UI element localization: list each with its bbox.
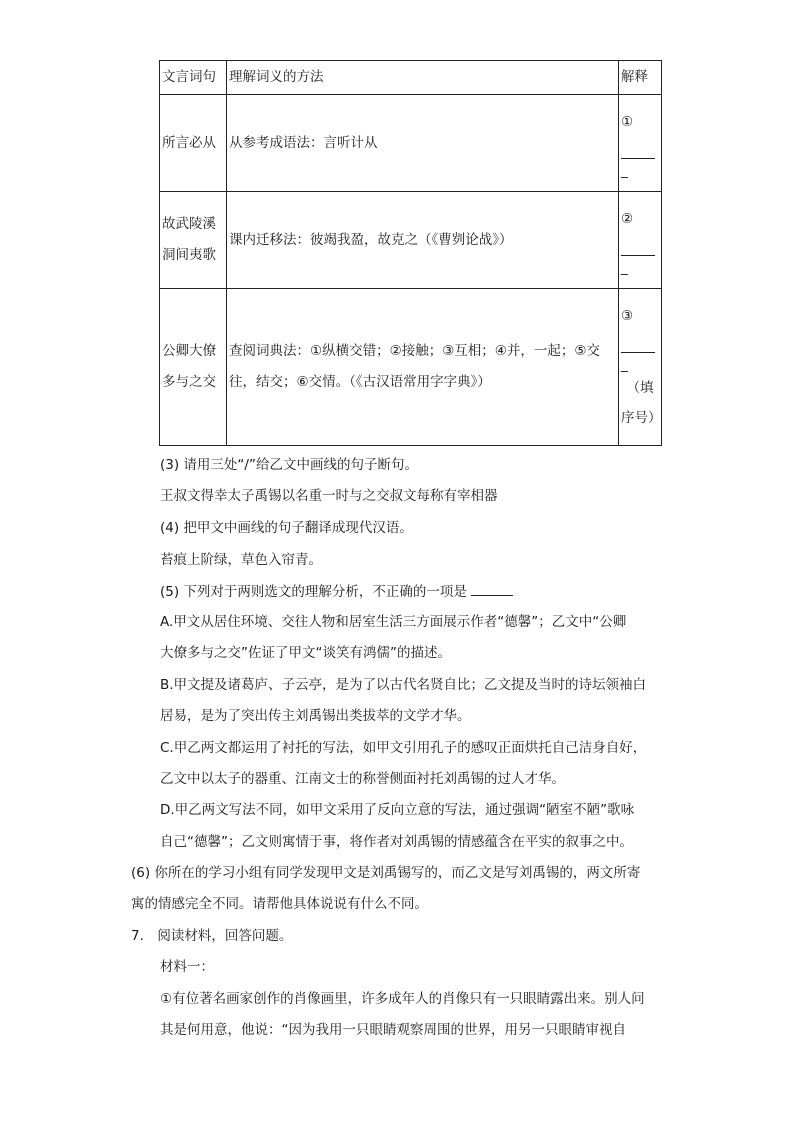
question-6: 寓的情感完全不同。请帮他具体说说有什么不同。	[131, 896, 428, 912]
answer-blank[interactable]	[621, 332, 655, 353]
answer-cell	[619, 192, 662, 289]
sentence-to-translate: 苔痕上阶绿，草色入帘青。	[160, 552, 322, 568]
option-b-line: B.甲文提及诸葛庐、子云亭，是为了以古代名贤自比；乙文提及当时的诗坛领袖白	[160, 677, 647, 693]
underscore-mark: _	[621, 163, 628, 179]
answer-cell	[619, 95, 662, 192]
table-row	[160, 192, 662, 289]
question-5: (5) 下列对于两则选文的理解分析，不正确的一项是	[160, 581, 513, 602]
header-method: 理解词义的方法	[227, 61, 619, 95]
option-c-line: C.甲乙两文都运用了衬托的写法，如甲文引用孔子的感叹正面烘托自己洁身自好，	[160, 740, 647, 756]
question-3: (3) 请用三处“/”给乙文中画线的句子断句。	[160, 457, 418, 473]
phrase-line: 故武陵溪	[162, 216, 216, 232]
answer-blank[interactable]	[621, 138, 655, 159]
phrase-line: 多与之交	[162, 374, 216, 390]
answer-number: ③	[621, 308, 634, 324]
answer-blank[interactable]	[471, 581, 513, 596]
material-1-text: ①有位著名画家创作的肖像画里，许多成年人的肖像只有一只眼睛露出来。别人问	[160, 991, 645, 1007]
answer-blank[interactable]	[621, 235, 655, 256]
underscore-mark: _	[621, 357, 628, 373]
method-cell	[227, 95, 619, 192]
option-b-line: 居易，是为了突出传主刘禹锡出类拔萃的文学才华。	[160, 708, 471, 724]
table-row	[160, 95, 662, 192]
method-line: 往，结交；⑥交情。（《古汉语常用字字典》）	[229, 374, 491, 390]
vocabulary-table	[159, 60, 662, 446]
table-header-row	[160, 61, 662, 95]
question-6: (6) 你所在的学习小组有同学发现甲文是刘禹锡写的，而乙文是写刘禹锡的，两文所寄	[131, 865, 641, 881]
option-d-line: 自己“德馨”；乙文则寓情于事，将作者对刘禹锡的情感蕴含在平实的叙事之中。	[160, 834, 633, 850]
question-7: 7. 阅读材料，回答问题。	[131, 928, 293, 944]
material-1-title: 材料一：	[160, 959, 214, 975]
header-explanation: 解释	[619, 61, 662, 95]
option-d-line: D.甲乙两文写法不同，如甲文采用了反向立意的写法，通过强调“陋室不陋”歌咏	[160, 802, 635, 818]
answer-cell	[619, 289, 662, 446]
method-cell	[227, 192, 619, 289]
method-line: 课内迁移法：彼竭我盈，故克之（《曹刿论战》）	[229, 231, 513, 248]
fill-hint: 序号）	[621, 410, 662, 426]
method-cell	[227, 289, 619, 446]
phrase-line: 所言必从	[162, 134, 216, 151]
sentence-to-punctuate: 王叔文得幸太子禹锡以名重一时与之交叔文每称有宰相器	[160, 488, 498, 504]
phrase-line: 洞间夷歌	[162, 247, 216, 263]
underscore-mark: _	[621, 260, 628, 276]
answer-number: ①	[621, 114, 634, 130]
question-4: (4) 把甲文中画线的句子翻译成现代汉语。	[160, 520, 413, 536]
phrase-line: 公卿大僚	[162, 343, 216, 359]
option-c-line: 乙文中以太子的器重、江南文士的称誉侧面衬托刘禹锡的过人才华。	[160, 771, 565, 787]
table-row	[160, 289, 662, 446]
phrase-cell	[160, 289, 227, 446]
fill-hint: （填	[626, 380, 654, 396]
option-a-line: A.甲文从居住环境、交往人物和居室生活三方面展示作者“德馨”；乙文中“公卿	[160, 614, 627, 630]
phrase-cell	[160, 192, 227, 289]
answer-number: ②	[621, 211, 634, 227]
option-a-line: 大僚多与之交”佐证了甲文“谈笑有鸿儒”的描述。	[160, 645, 451, 661]
phrase-cell	[160, 95, 227, 192]
material-1-text: 其是何用意，他说：“因为我用一只眼睛观察周围的世界，用另一只眼睛审视自	[160, 1022, 626, 1038]
method-line: 从参考成语法：言听计从	[229, 134, 378, 151]
method-line: 查阅词典法：①纵横交错；②接触；③互相；④并，一起；⑤交	[229, 343, 601, 359]
header-phrase: 文言词句	[160, 61, 227, 95]
